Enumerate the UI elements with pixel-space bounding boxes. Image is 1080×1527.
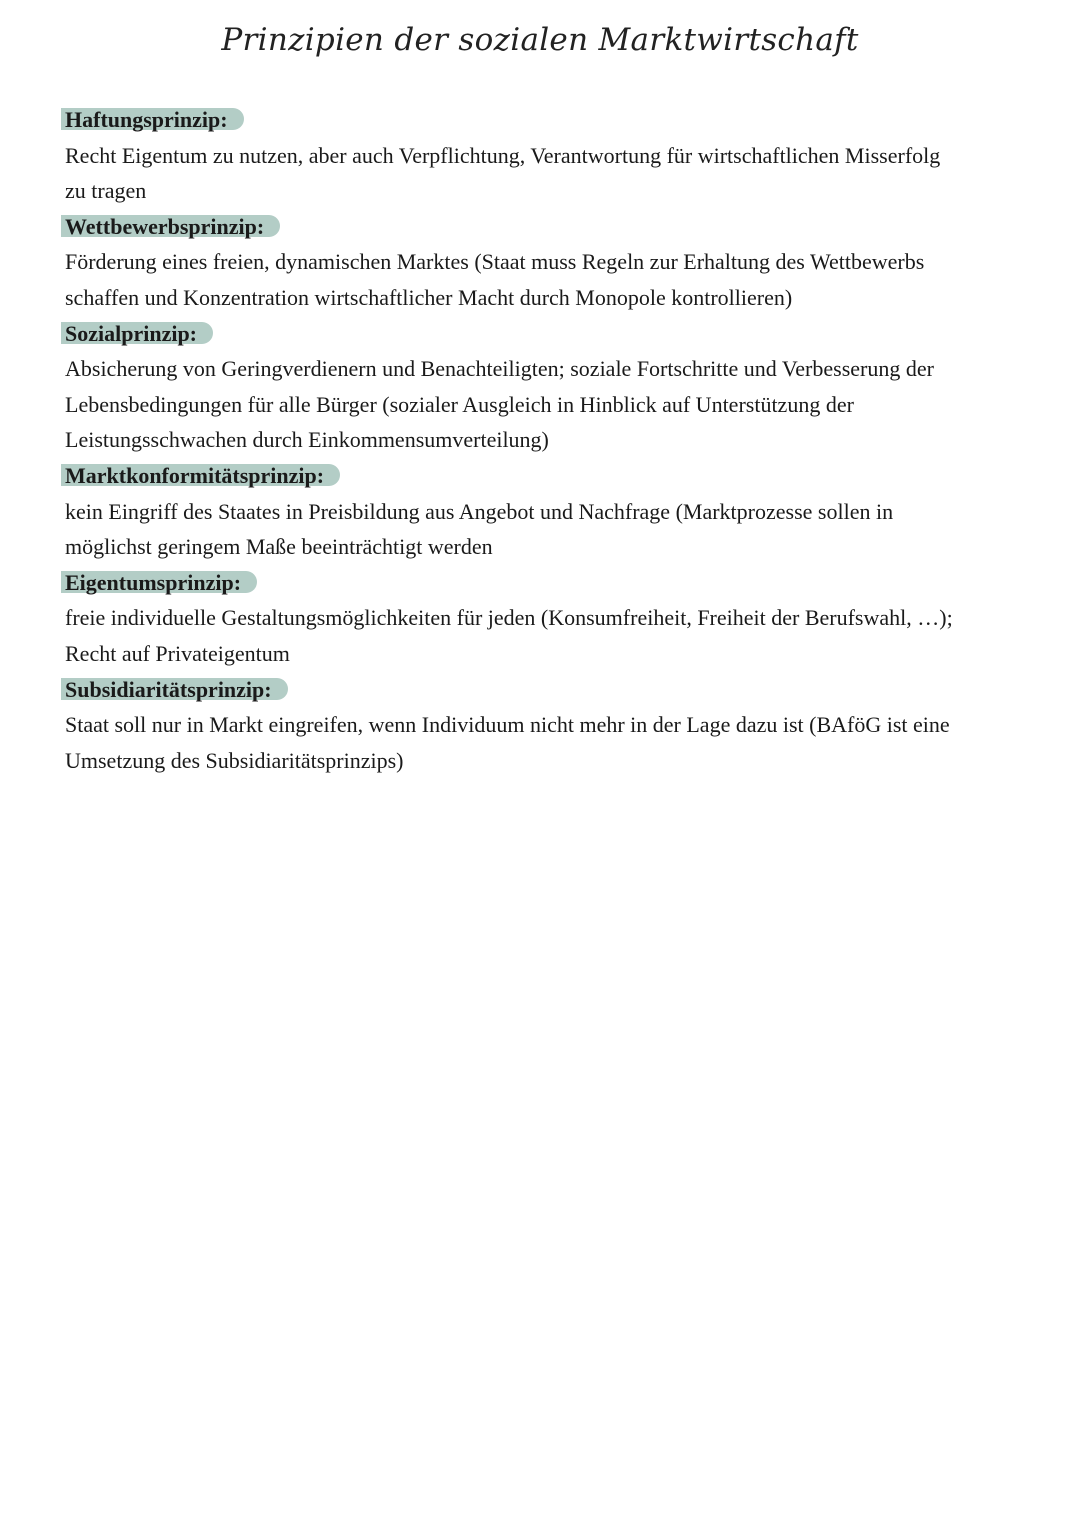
- principle-heading: [65, 209, 280, 245]
- principle-description-line: Recht Eigentum zu nutzen, aber auch Verpflichtung, Verantwortung für wirtschaftlichen Misserfolg: [65, 142, 941, 168]
- principle-section: [65, 102, 1055, 209]
- heading-text: Sozialprinzip:: [65, 320, 198, 346]
- principle-description-line: Umsetzung des Subsidiaritätsprinzips): [65, 747, 404, 773]
- principle-section: [65, 316, 1055, 458]
- principle-description-line: freie individuelle Gestaltungsmöglichkeiten für jeden (Konsumfreiheit, Freiheit der Berufswahl, …);: [65, 605, 953, 631]
- principle-description-line: Absicherung von Geringverdienern und Benachteiligten; soziale Fortschritte und Verbesserung der: [65, 356, 934, 382]
- principle-description-line: Leistungsschwachen durch Einkommensumverteilung): [65, 427, 549, 453]
- heading-text: Eigentumsprinzip:: [65, 569, 242, 595]
- principle-description-line: Lebensbedingungen für alle Bürger (sozialer Ausgleich in Hinblick auf Unterstützung der: [65, 391, 854, 417]
- principle-description-line: kein Eingriff des Staates in Preisbildung aus Angebot und Nachfrage (Marktprozesse sollen in: [65, 498, 894, 524]
- document-body: [65, 102, 1055, 778]
- heading-text: Wettbewerbsprinzip:: [65, 213, 265, 239]
- heading-text: Marktkonformitätsprinzip:: [65, 462, 325, 488]
- principle-description-line: Recht auf Privateigentum: [65, 640, 290, 666]
- principle-section: [65, 672, 1055, 779]
- principle-heading: [65, 672, 288, 708]
- principle-section: [65, 565, 1055, 672]
- principle-description-line: zu tragen: [65, 178, 147, 204]
- heading-text: Haftungsprinzip:: [65, 107, 228, 132]
- principle-description-line: Förderung eines freien, dynamischen Marktes (Staat muss Regeln zur Erhaltung des Wettbewerbs: [65, 249, 925, 275]
- principle-heading: [65, 458, 340, 494]
- principle-description-line: möglichst geringem Maße beeinträchtigt werden: [65, 534, 493, 560]
- principle-description-line: schaffen und Konzentration wirtschaftlicher Macht durch Monopole kontrollieren): [65, 284, 793, 310]
- principle-heading: [65, 316, 213, 352]
- principle-heading: [65, 102, 244, 138]
- principle-section: [65, 458, 1055, 565]
- principle-section: [65, 209, 1055, 316]
- principle-heading: [65, 565, 257, 601]
- principle-description-line: Staat soll nur in Markt eingreifen, wenn Individuum nicht mehr in der Lage dazu ist (BAföG ist eine: [65, 712, 950, 738]
- page-title: Prinzipien der sozialen Marktwirtschaft: [221, 22, 859, 58]
- heading-text: Subsidiaritätsprinzip:: [65, 676, 272, 702]
